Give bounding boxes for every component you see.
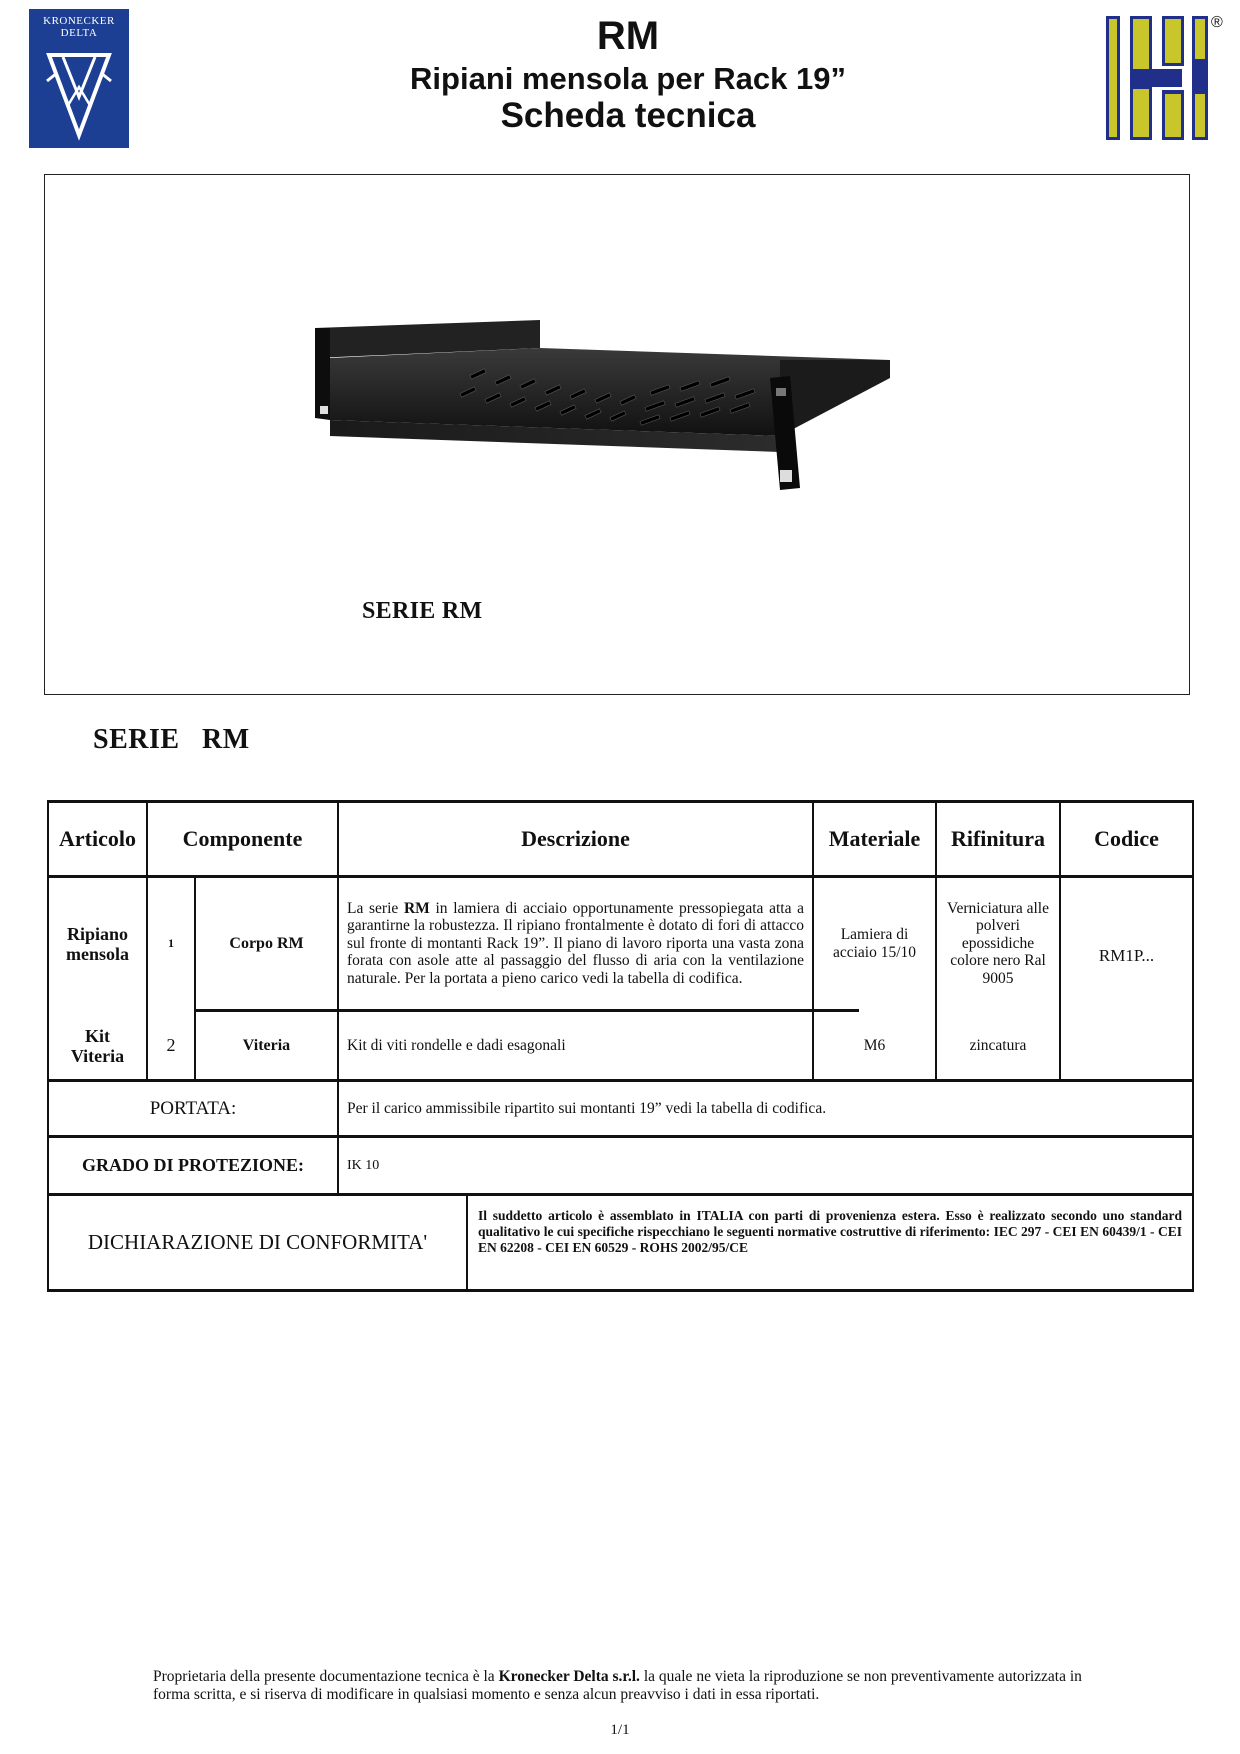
portata-label: PORTATA:: [149, 1097, 237, 1119]
codice-value: RM1P...: [1098, 946, 1155, 965]
figure-caption: SERIE RM: [362, 598, 483, 624]
footer-text-post: la quale ne vieta la riproduzione se non preventivamente autorizzata in forma scritta, e si riserva di modificare in qualsiasi momento e senza alcun preavviso i dati in essa riportati.: [153, 1668, 1082, 1703]
row1-rifinitura: Verniciatura alle polveri epossidiche colore nero Ral 9005: [947, 899, 1049, 987]
page-number: 1/1: [610, 1722, 630, 1738]
row2-articolo: Kit Viteria: [70, 1025, 125, 1066]
conformita-label: DICHIARAZIONE DI CONFORMITA': [87, 1230, 428, 1254]
header-articolo: Articolo: [59, 826, 136, 851]
row1-descrizione-pre: La serie: [347, 899, 404, 917]
row1-articolo: Ripiano mensola: [66, 923, 129, 964]
footer-disclaimer: [153, 1668, 1083, 1704]
header-componente: Componente: [182, 826, 303, 851]
row2-componente: Viteria: [242, 1036, 291, 1054]
row1-descrizione: [339, 878, 812, 1009]
footer-company-name: Kronecker Delta s.r.l.: [498, 1668, 640, 1685]
row1-descrizione-post: in lamiera di acciaio opportunamente pressopiegata atta a garantirne la robustezza. Il ripiano frontalmente è dotato di fori di attacco sul fronte di montanti Rack 19”. Il piano di lavoro riporta una vasta zona forata con asole atte al passaggio del flusso di aria con la ventilazione naturale. Per la portata a pieno carico vedi la tabella di codifica.: [347, 899, 805, 987]
footer-text-pre: Proprietaria della presente documentazione tecnica è la: [153, 1668, 499, 1685]
conformita-value: Il suddetto articolo è assemblato in ITALIA con parti di provenienza estera. Esso è realizzato secondo uno standard qualitativo le cui specifiche rispecchiano le seguenti normative costruttive di riferimento: IEC 297 - CEI EN 60439/1 - CEI EN 62208 - CEI EN 60529 - ROHS 2002/95/CE: [478, 1207, 1182, 1255]
portata-value: Per il carico ammissibile ripartito sui montanti 19” vedi la tabella di codifica.: [347, 1099, 827, 1117]
row1-num: 1: [168, 936, 174, 950]
row2-num: 2: [166, 1035, 176, 1055]
header-codice: Codice: [1094, 826, 1159, 851]
rack-shelf-image: [310, 318, 900, 494]
header-descrizione: Descrizione: [521, 826, 630, 851]
section-title: SERIE RM: [93, 724, 250, 755]
row2-descrizione: Kit di viti rondelle e dadi esagonali: [347, 1036, 566, 1054]
row1-descrizione-bold: RM: [403, 899, 430, 917]
row2-rifinitura: zincatura: [969, 1036, 1027, 1054]
kd-brand-logo: [1106, 14, 1226, 144]
document-type: Scheda tecnica: [500, 96, 756, 135]
registered-mark: ®: [1211, 14, 1223, 31]
protezione-label: GRADO DI PROTEZIONE:: [81, 1155, 305, 1175]
row1-materiale: Lamiera di acciaio 15/10: [832, 926, 917, 961]
protezione-value: IK 10: [347, 1157, 380, 1173]
page-subtitle: Ripiani mensola per Rack 19”: [410, 61, 846, 96]
row2-materiale: M6: [863, 1036, 886, 1054]
logo-brand-text: KRONECKER DELTA: [43, 15, 115, 39]
row1-componente: Corpo RM: [229, 934, 304, 952]
page-title: RM: [596, 14, 660, 58]
header-rifinitura: Rifinitura: [950, 826, 1046, 851]
header-materiale: Materiale: [828, 826, 921, 851]
kd-bars-icon: [1106, 14, 1210, 142]
